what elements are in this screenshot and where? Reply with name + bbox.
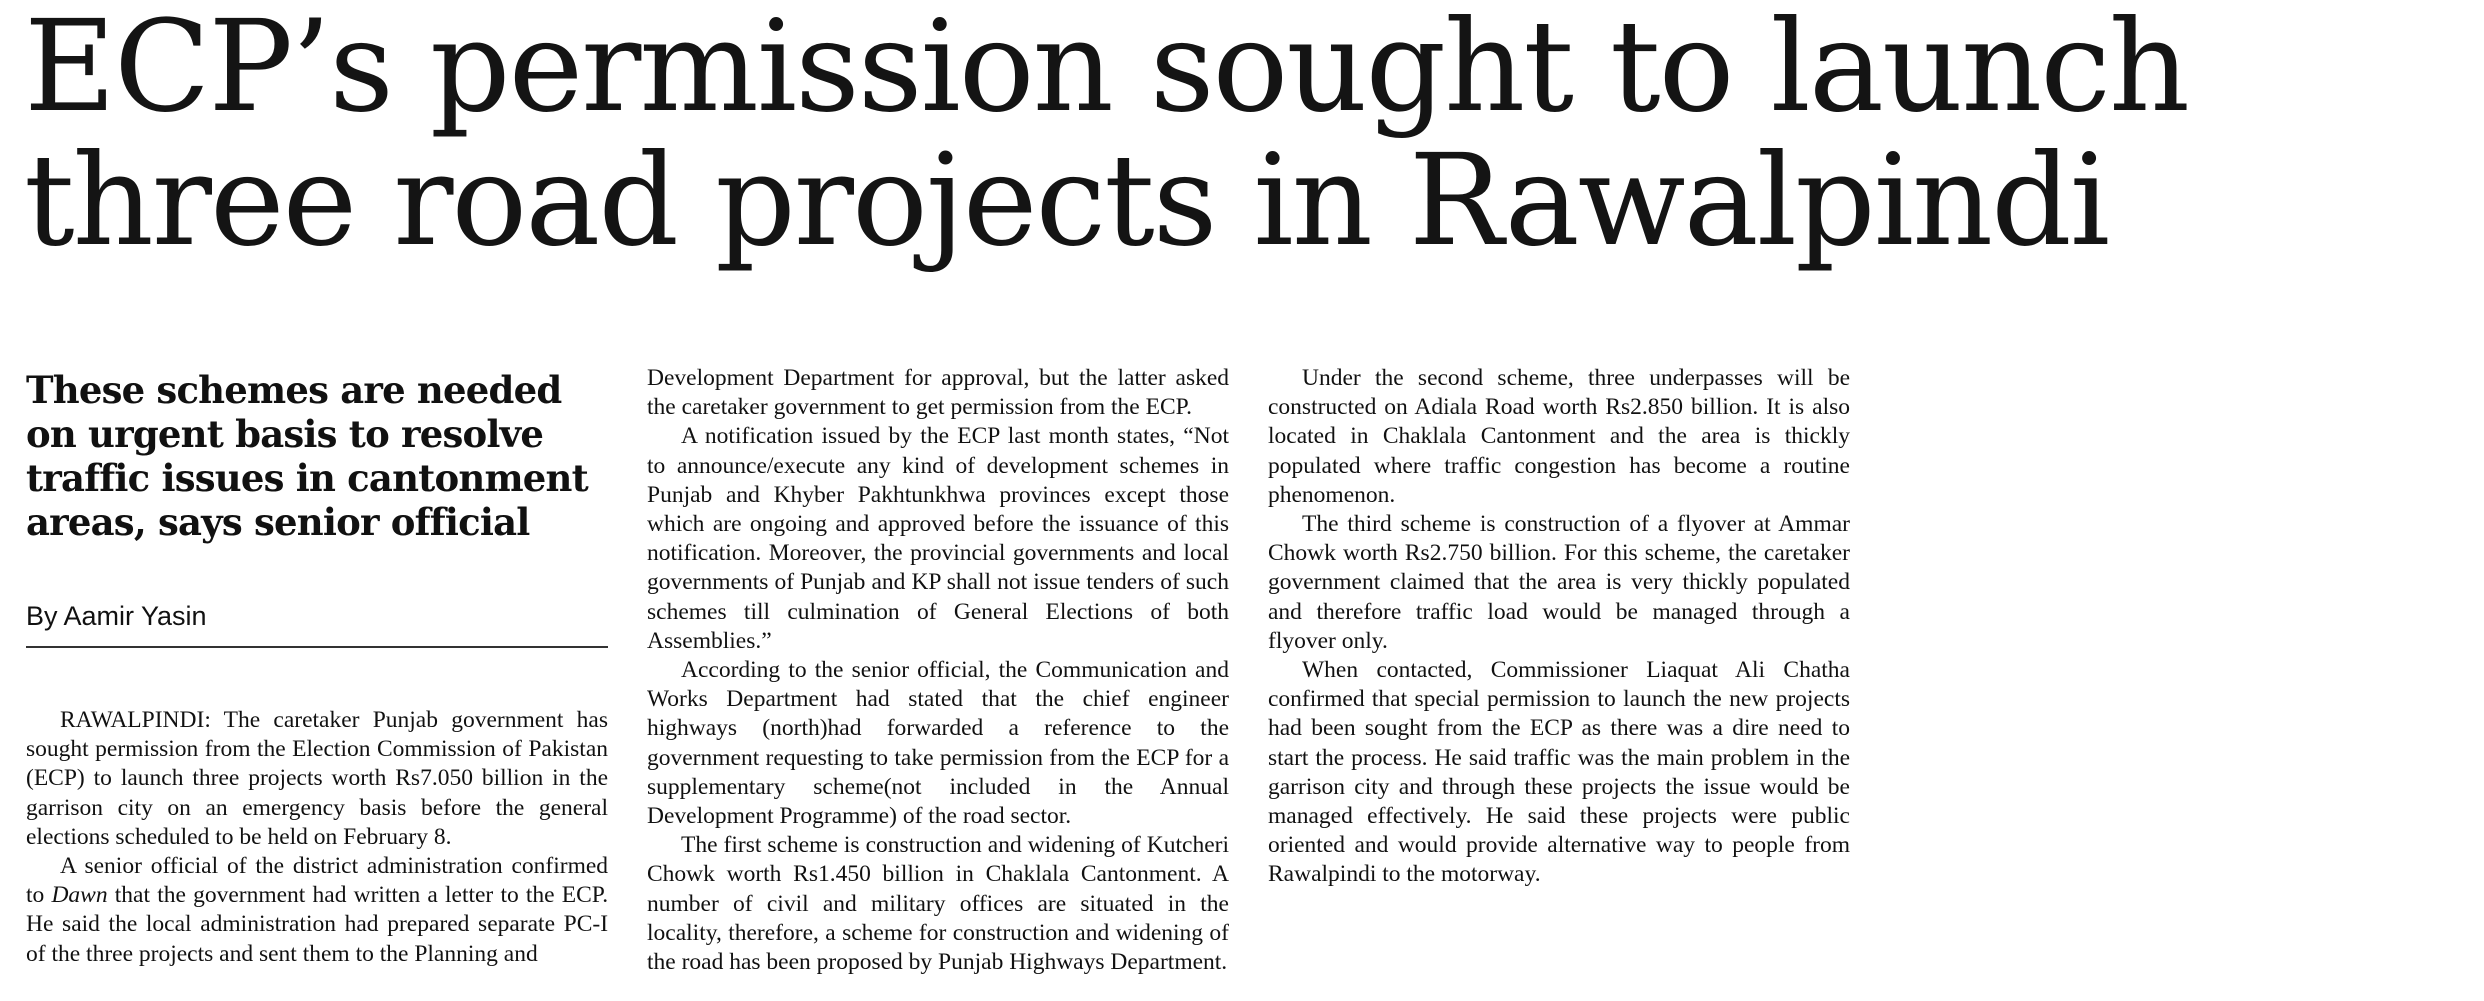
headline-line-1: ECP’s permission sought to launch: [24, 0, 2188, 140]
subheadline: These schemes are needed on urgent basis to resolve traffic issues in cantonment areas, says senior official: [26, 368, 588, 544]
paragraph-3: A notification issued by the ECP last month states, “Not to announce/execute any kind of development schemes in Punjab and Khyber Pakhtunkhwa provinces except those which are ongoing and approved before the issuance of this notification. Moreover, the provincial governments and local governments of Punjab and KP shall not issue tenders of such schemes till culmination of General Elections of both Assemblies.”: [647, 423, 1229, 654]
paragraph-4: According to the senior official, the Communication and Works Department had stated that the chief engineer highways (north)had forwarded a reference to the government requesting to take permission from the ECP for a supplementary scheme(not included in the Annual Development Programme) of the road sector.: [647, 657, 1229, 830]
paragraph-2: A senior official of the district administration confirmed to Dawn that the government had written a letter to the ECP. He said the local administration had prepared separate PC-I of the three projects and sent them to the Planning and: [26, 853, 609, 967]
headline-line-2: three road projects in Rawalpindi: [24, 127, 2109, 274]
paragraph-5: The first scheme is construction and widening of Kutcheri Chowk worth Rs1.450 billion in Chaklala Cantonment. A number of civil and military offices are situated in the locality, therefore, a scheme for construction and widening of the road has been proposed by Punjab Highways Department.: [647, 832, 1229, 976]
column-2: [647, 364, 1229, 977]
paragraph-2-continued: Development Department for approval, but the latter asked the caretaker government to get permission from the ECP.: [647, 365, 1230, 421]
byline-rule: [26, 646, 608, 648]
paragraph-2-newspaper-name: Dawn: [51, 882, 108, 909]
paragraph-1: RAWALPINDI: The caretaker Punjab government has sought permission from the Election Commission of Pakistan (ECP) to launch three projects worth Rs7.050 billion in the garrison city on an emergency basis before the general elections scheduled to be held on February 8.: [26, 707, 608, 850]
paragraph-8: When contacted, Commissioner Liaquat Ali Chatha confirmed that special permission to launch the new projects had been sought from the ECP as there was a dire need to start the process. He said traffic was the main problem in the garrison city and through these projects the issue would be managed effectively. He said these projects were public oriented and would provide alternative way to people from Rawalpindi to the motorway.: [1268, 657, 1850, 888]
column-1: [26, 364, 608, 969]
headline: [24, 0, 2464, 274]
byline: By Aamir Yasin: [26, 601, 207, 631]
paragraph-6: Under the second scheme, three underpasses will be constructed on Adiala Road worth Rs2.850 billion. It is also located in Chaklala Cantonment and the area is thickly populated where traffic congestion has become a routine phenomenon.: [1268, 365, 1850, 508]
column-3: [1268, 364, 1850, 890]
article-body: [0, 364, 2484, 1001]
paragraph-7: The third scheme is construction of a flyover at Ammar Chowk worth Rs2.750 billion. For this scheme, the caretaker government claimed that the area is very thickly populated and therefore traffic load would be managed through a flyover only.: [1268, 511, 1850, 654]
